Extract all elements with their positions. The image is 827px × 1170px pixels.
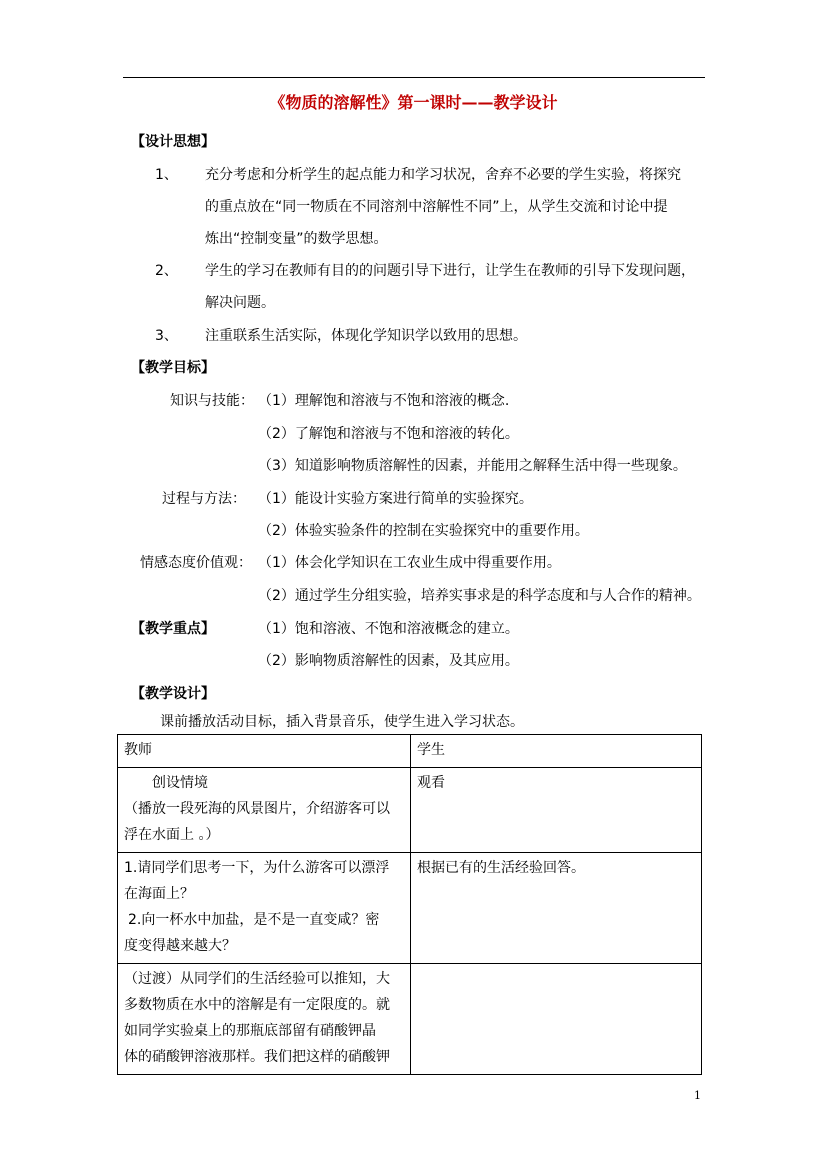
heading-goals: 【教学目标】 (131, 360, 215, 376)
goal-item: （2）了解饱和溶液与不饱和溶液的转化。 (258, 426, 519, 442)
goal-label: 知识与技能： (170, 393, 254, 409)
goal-label: 过程与方法： (162, 491, 246, 507)
heading-key-points: 【教学重点】 (131, 621, 215, 637)
text-line: 炼出“控制变量”的数学思想。 (205, 231, 388, 247)
goal-item: （3）知道影响物质溶解性的因素，并能用之解释生活中得一些现象。 (258, 458, 687, 474)
goal-item: （1）体会化学知识在工农业生成中得重要作用。 (258, 555, 561, 571)
student-cell (411, 768, 702, 853)
item-number: 2、 (155, 263, 178, 279)
cell-line: 根据已有的生活经验回答。 (417, 860, 585, 876)
cell-line: （过渡）从同学们的生活经验可以推知，大 (124, 971, 390, 987)
cell-line: 在海面上？ (124, 886, 194, 902)
cell-line: （播放一段死海的风景图片，介绍游客可以 (124, 801, 390, 817)
lesson-table (117, 734, 702, 1075)
header-rule (123, 77, 705, 78)
heading-design: 【教学设计】 (131, 686, 215, 702)
cell-line: 如同学实验桌上的那瓶底部留有硝酸钾晶 (124, 1023, 376, 1039)
cell-line: 体的硝酸钾溶液那样。我们把这样的硝酸钾 (124, 1049, 390, 1065)
table-row (118, 853, 702, 964)
text-line: 解决问题。 (205, 295, 275, 311)
goal-item: （1）理解饱和溶液与不饱和溶液的概念. (258, 393, 510, 409)
text-line: 学生的学习在教师有目的的问题引导下进行，让学生在教师的引导下发现问题， (205, 263, 695, 279)
cell-line: 浮在水面上 。） (124, 827, 220, 843)
key-point-item: （2）影响物质溶解性的因素，及其应用。 (258, 653, 519, 669)
teacher-cell (118, 964, 411, 1075)
text-line: 注重联系生活实际，体现化学知识学以致用的思想。 (205, 328, 527, 344)
table-row (118, 768, 702, 853)
table-row (118, 964, 702, 1075)
cell-line: 度变得越来越大？ (124, 938, 236, 954)
teacher-cell (118, 853, 411, 964)
goal-item: （1）能设计实验方案进行简单的实验探究。 (258, 491, 533, 507)
goal-label: 情感态度价值观： (140, 555, 252, 571)
document-title: 《物质的溶解性》第一课时——教学设计 (269, 93, 558, 112)
item-number: 3、 (155, 328, 178, 344)
teacher-cell (118, 768, 411, 853)
heading-design-thought: 【设计思想】 (131, 134, 215, 150)
cell-line: 观看 (417, 775, 445, 791)
text-line: 充分考虑和分析学生的起点能力和学习状况，舍弃不必要的学生实验，将探究 (205, 167, 681, 183)
page-number: 1 (694, 1089, 701, 1102)
text-line: 的重点放在“同一物质在不同溶剂中溶解性不同”上，从学生交流和讨论中提 (205, 199, 668, 215)
cell-line: 创设情境 (152, 775, 208, 791)
student-cell (411, 964, 702, 1075)
goal-item: （2）通过学生分组实验，培养实事求是的科学态度和与人合作的精神。 (258, 588, 701, 604)
table-header-row (118, 735, 702, 768)
key-point-item: （1）饱和溶液、不饱和溶液概念的建立。 (258, 621, 519, 637)
student-cell (411, 853, 702, 964)
cell-line: 多数物质在水中的溶解是有一定限度的。就 (124, 997, 390, 1013)
header-teacher: 教师 (118, 735, 411, 768)
goal-item: （2）体验实验条件的控制在实验探究中的重要作用。 (258, 523, 589, 539)
cell-line: 1.请同学们思考一下，为什么游客可以漂浮 (124, 860, 390, 876)
header-student: 学生 (411, 735, 702, 768)
cell-line: 2.向一杯水中加盐，是不是一直变咸？密 (128, 912, 380, 928)
item-number: 1、 (155, 167, 178, 183)
design-intro: 课前播放活动目标，插入背景音乐，使学生进入学习状态。 (160, 714, 524, 730)
